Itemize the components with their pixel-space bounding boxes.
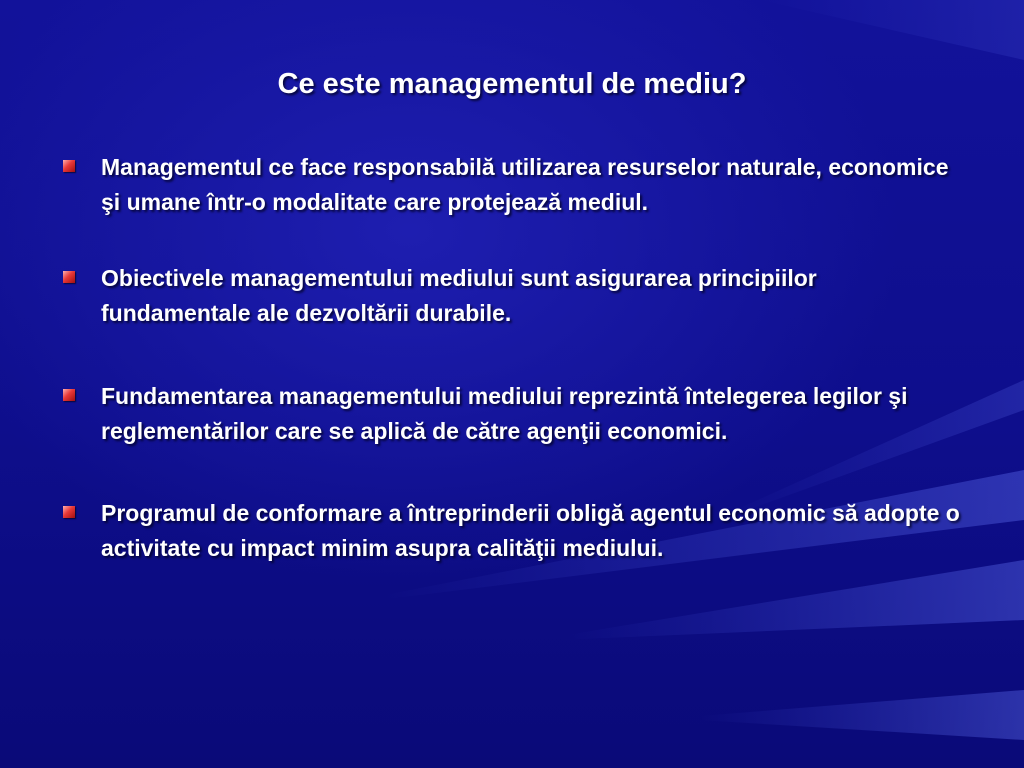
bullet-square-icon: [63, 389, 75, 401]
bullet-text: Managementul ce face responsabilă utilizarea resurselor naturale, economice şi umane într-o modalitate care protejează mediul.: [101, 154, 949, 215]
bullet-square-icon: [63, 506, 75, 518]
bullet-item: [60, 379, 970, 449]
bullet-list: [60, 150, 970, 566]
slide-title: Ce este managementul de mediu?: [277, 68, 747, 100]
bullet-item: [60, 150, 970, 220]
bullet-text: Programul de conformare a întreprinderii obligă agentul economic să adopte o activitate cu impact minim asupra calităţii mediului.: [101, 500, 960, 561]
bullet-item: [60, 261, 970, 331]
bullet-item: [60, 496, 970, 566]
bullet-square-icon: [63, 271, 75, 283]
bullet-text: Obiectivele managementului mediului sunt asigurarea principiilor fundamentale ale dezvoltării durabile.: [101, 265, 817, 326]
bullet-text: Fundamentarea managementului mediului reprezintă întelegerea legilor şi reglementărilor care se aplică de către agenţii economici.: [101, 383, 908, 444]
bullet-square-icon: [63, 160, 75, 172]
